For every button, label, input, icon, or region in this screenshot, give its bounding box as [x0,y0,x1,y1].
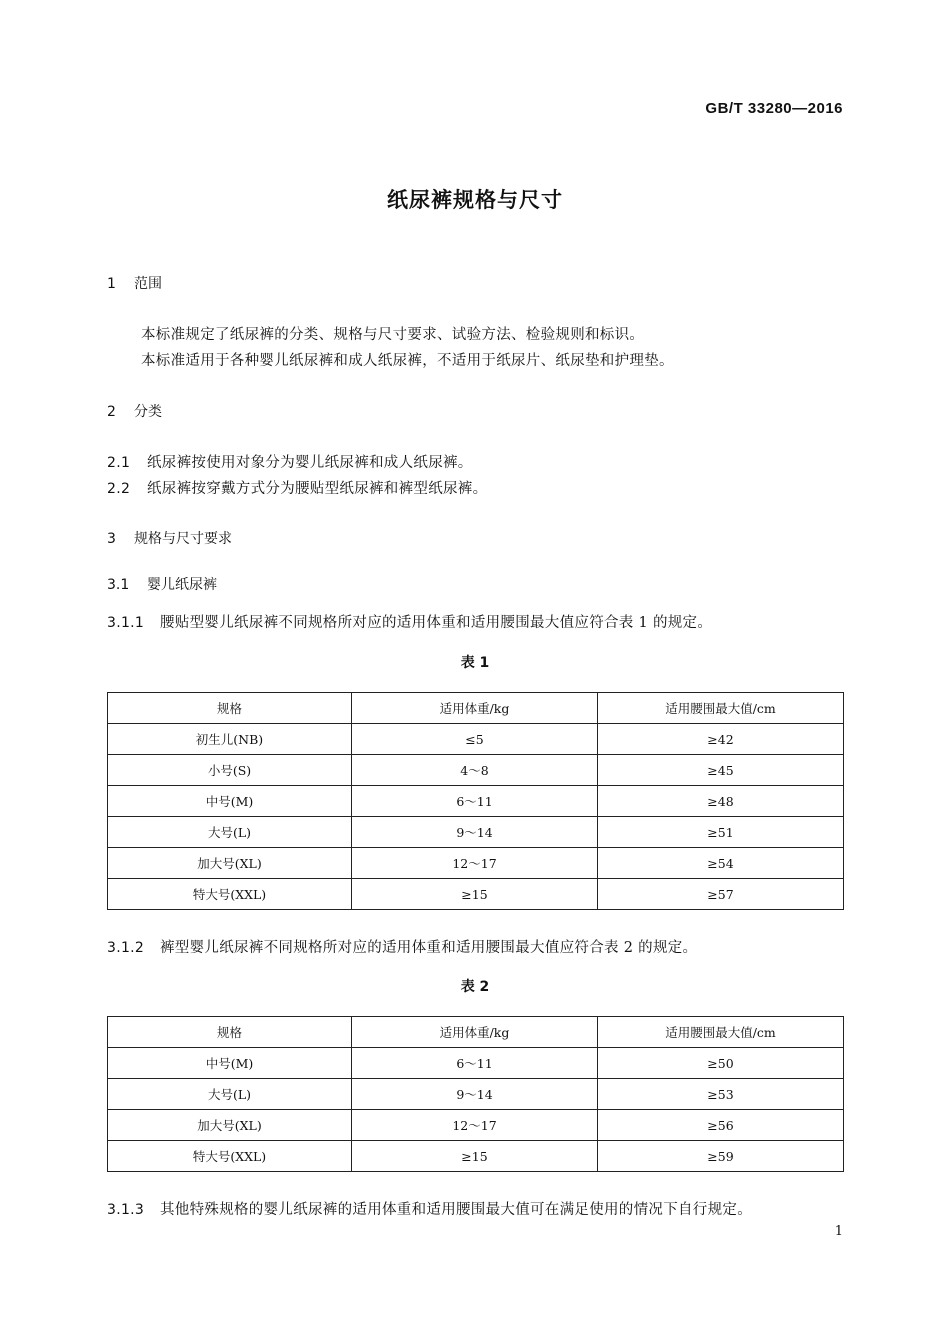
table-1-caption: 表 1 [460,655,490,671]
clause-text: 其他特殊规格的婴儿纸尿裤的适用体重和适用腰围最大值可在满足使用的情况下自行规定。 [160,1202,752,1218]
cell-size: 加大号(XL) [108,1110,352,1141]
document-title: 纸尿裤规格与尺寸 [387,188,563,212]
clause-number: 3.1.3 [107,1202,145,1218]
clause-text: 纸尿裤按穿戴方式分为腰贴型纸尿裤和裤型纸尿裤。 [147,481,488,497]
clause-3-1-3 [107,1198,752,1219]
table-row [108,1110,844,1141]
table-row [108,1048,844,1079]
table-2 [107,1016,844,1172]
standard-code: GB/T 33280—2016 [705,100,843,117]
section-number: 3 [107,531,116,547]
clause-number: 2.2 [107,481,131,497]
clause-text: 腰贴型婴儿纸尿裤不同规格所对应的适用体重和适用腰围最大值应符合表 1 的规定。 [160,615,713,631]
header-cell-size: 规格 [108,1017,352,1048]
clause-3-1-1 [107,611,712,632]
cell-waist: ≥57 [598,879,844,910]
clause-number: 2.1 [107,455,131,471]
header-cell-weight: 适用体重/kg [352,693,598,724]
cell-size: 加大号(XL) [108,848,352,879]
cell-waist: ≥45 [598,755,844,786]
table-row [108,1079,844,1110]
cell-waist: ≥54 [598,848,844,879]
table-row [108,817,844,848]
cell-weight: 4～8 [352,755,598,786]
cell-size: 特大号(XXL) [108,879,352,910]
table-2-caption: 表 2 [460,979,490,995]
section-number: 1 [107,276,116,292]
clause-text: 裤型婴儿纸尿裤不同规格所对应的适用体重和适用腰围最大值应符合表 2 的规定。 [160,940,698,956]
section-3-heading [107,528,232,548]
cell-size: 初生儿(NB) [108,724,352,755]
section-title: 分类 [134,404,162,420]
cell-waist: ≥53 [598,1079,844,1110]
table-header-row [108,693,844,724]
table-1 [107,692,844,910]
cell-size: 小号(S) [108,755,352,786]
scope-paragraph-2: 本标准适用于各种婴儿纸尿裤和成人纸尿裤，不适用于纸尿片、纸尿垫和护理垫。 [141,353,674,369]
cell-size: 中号(M) [108,1048,352,1079]
cell-weight: 9～14 [352,1079,598,1110]
section-number: 2 [107,404,116,420]
table-row [108,755,844,786]
cell-weight: ≤5 [352,724,598,755]
clause-2-1 [107,451,473,472]
cell-weight: 9～14 [352,817,598,848]
section-3-1-heading [107,574,217,594]
section-title: 范围 [134,276,162,292]
section-2-heading [107,401,162,421]
clause-number: 3.1.1 [107,615,145,631]
section-title: 婴儿纸尿裤 [147,577,217,593]
cell-waist: ≥59 [598,1141,844,1172]
cell-waist: ≥48 [598,786,844,817]
clause-2-2 [107,477,487,498]
cell-weight: ≥15 [352,1141,598,1172]
table-row [108,848,844,879]
table-row [108,786,844,817]
section-title: 规格与尺寸要求 [134,531,232,547]
cell-weight: 6～11 [352,786,598,817]
clause-text: 纸尿裤按使用对象分为婴儿纸尿裤和成人纸尿裤。 [147,455,473,471]
table-header-row [108,1017,844,1048]
cell-waist: ≥42 [598,724,844,755]
cell-size: 大号(L) [108,817,352,848]
scope-paragraph-1: 本标准规定了纸尿裤的分类、规格与尺寸要求、试验方法、检验规则和标识。 [141,327,645,343]
page-number: 1 [834,1224,843,1239]
section-number: 3.1 [107,577,130,593]
cell-size: 特大号(XXL) [108,1141,352,1172]
cell-weight: 12～17 [352,1110,598,1141]
table-row [108,1141,844,1172]
cell-weight: ≥15 [352,879,598,910]
header-cell-size: 规格 [108,693,352,724]
cell-weight: 12～17 [352,848,598,879]
section-1-heading [107,273,162,293]
clause-number: 3.1.2 [107,940,145,956]
cell-size: 中号(M) [108,786,352,817]
table-row [108,879,844,910]
table-row [108,724,844,755]
cell-waist: ≥51 [598,817,844,848]
cell-waist: ≥56 [598,1110,844,1141]
clause-3-1-2 [107,936,697,957]
cell-weight: 6～11 [352,1048,598,1079]
cell-waist: ≥50 [598,1048,844,1079]
header-cell-waist: 适用腰围最大值/cm [598,1017,844,1048]
cell-size: 大号(L) [108,1079,352,1110]
header-cell-waist: 适用腰围最大值/cm [598,693,844,724]
header-cell-weight: 适用体重/kg [352,1017,598,1048]
